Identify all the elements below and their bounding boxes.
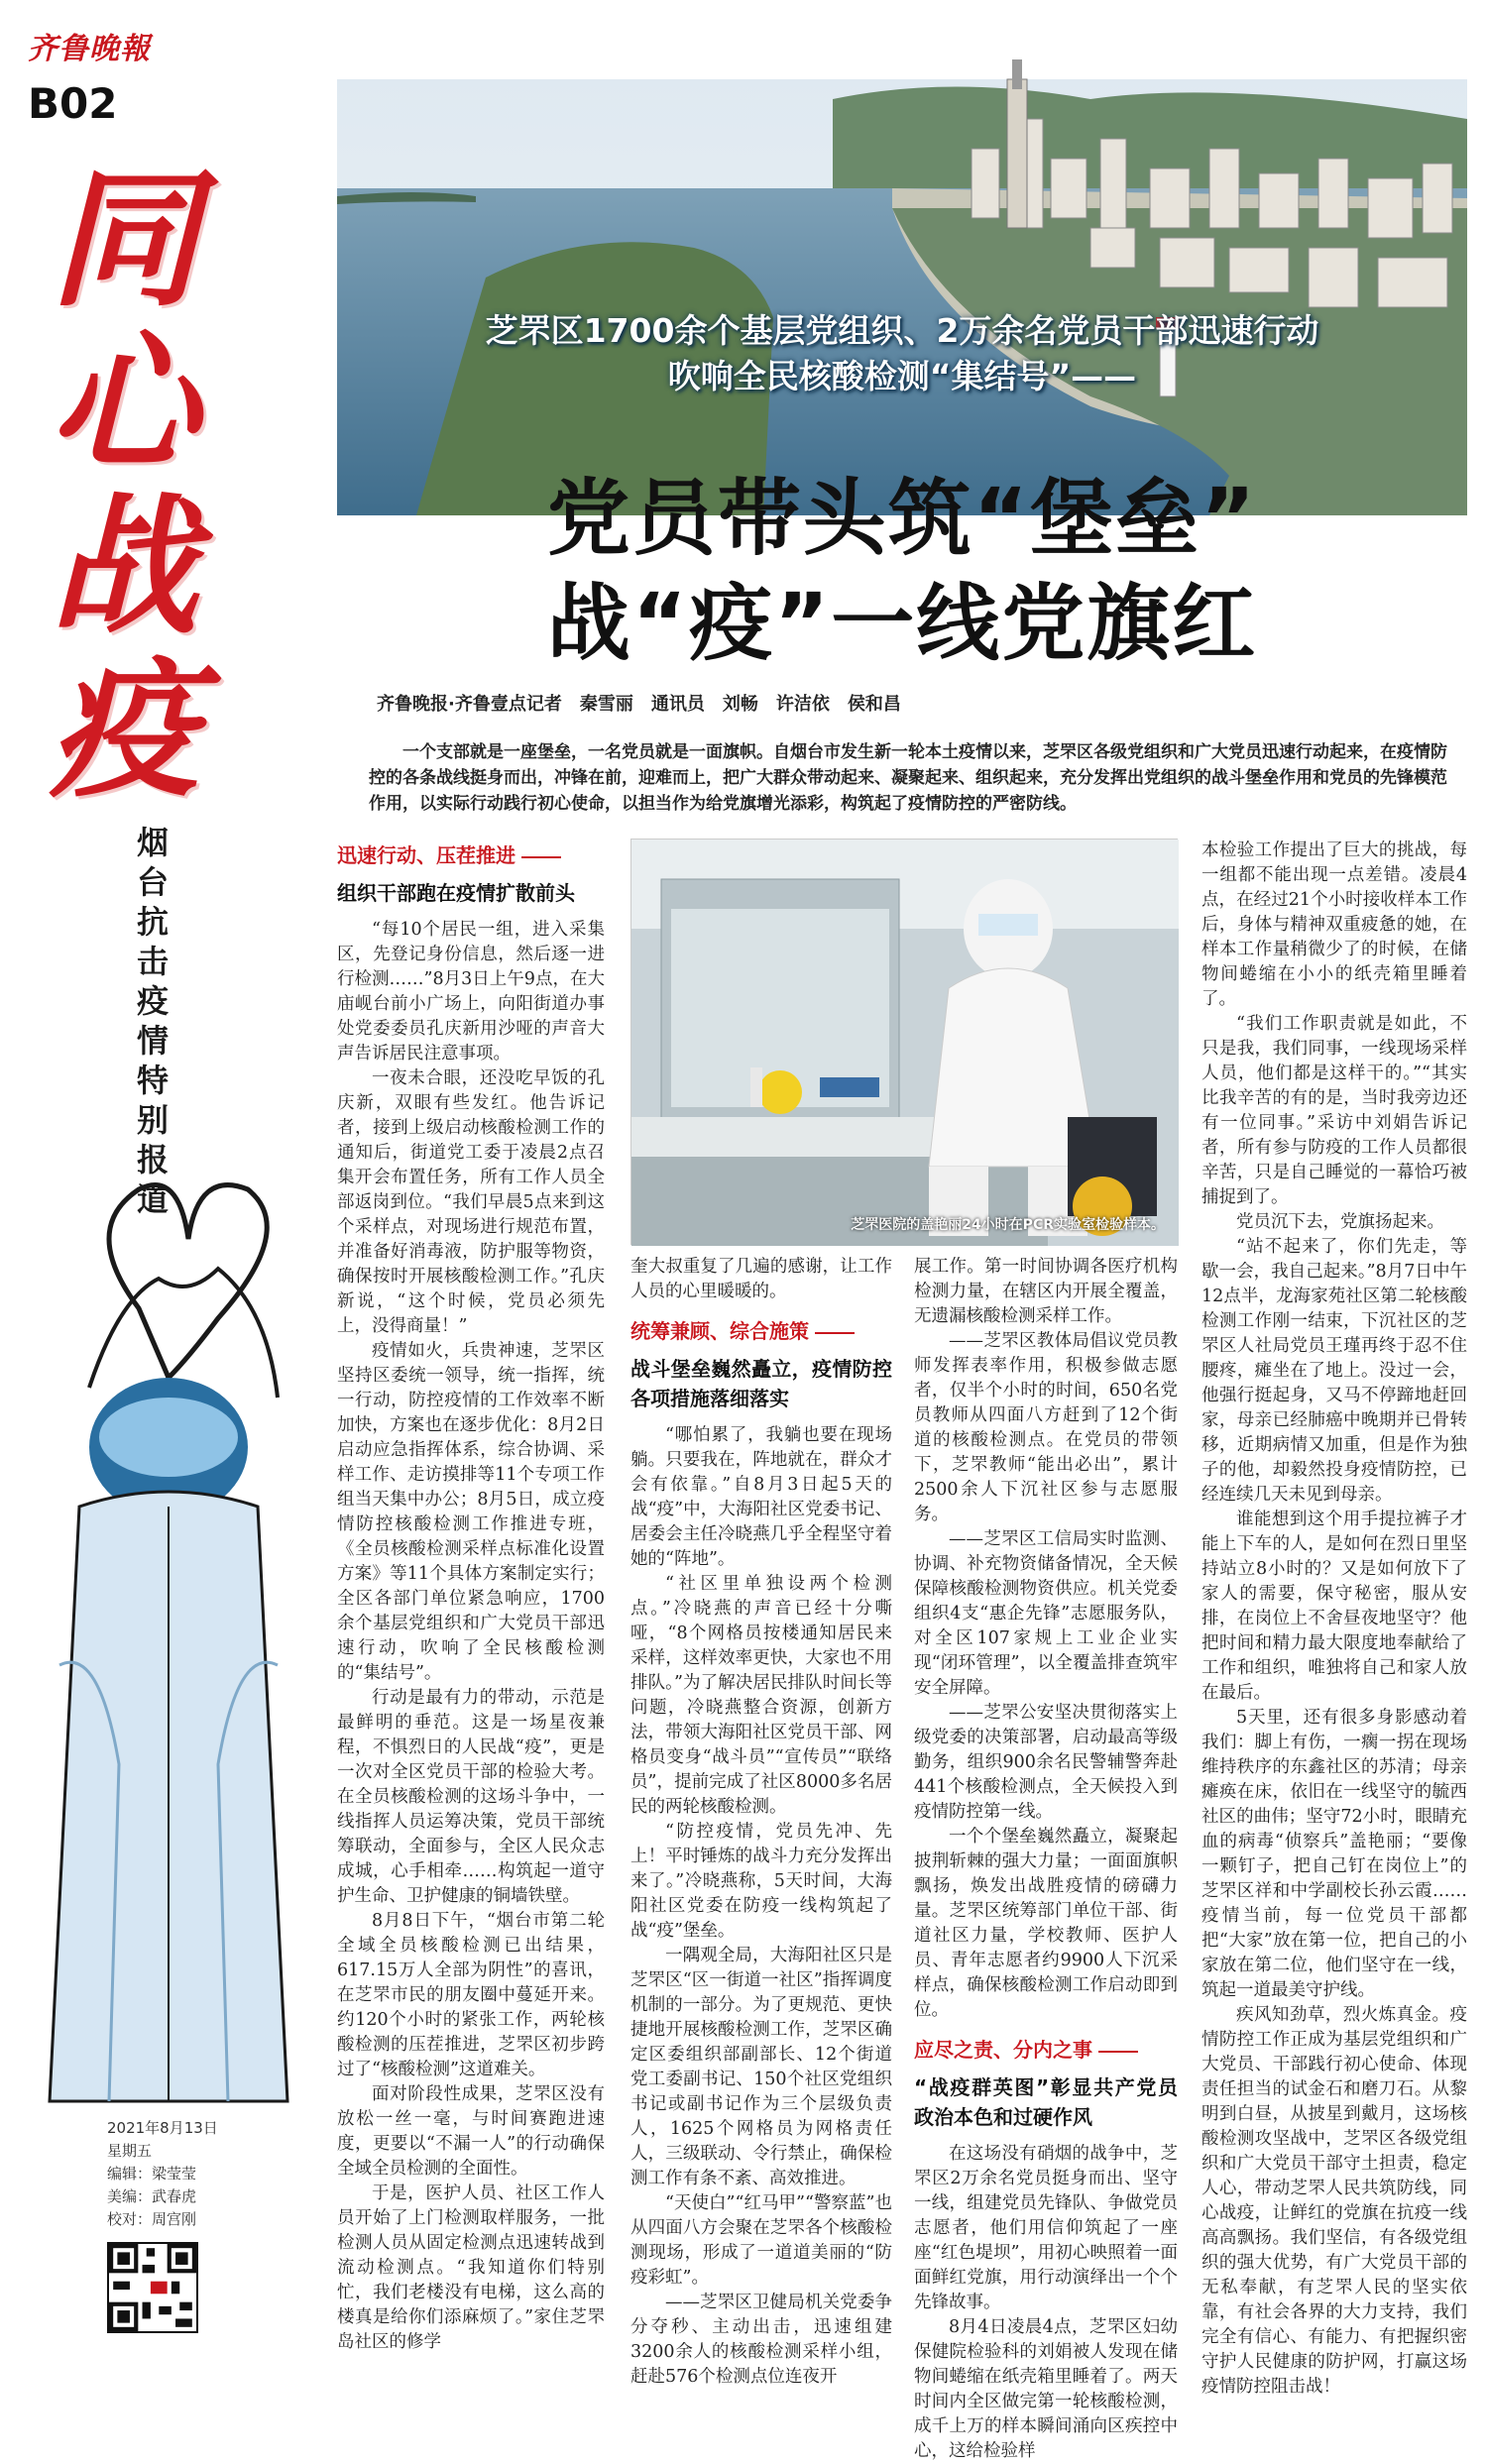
paragraph: 5天里，还有很多身影感动着我们：脚上有伤，一瘸一拐在现场维持秩序的东鑫社区的苏清；母亲瘫痪在床，依旧在一线坚守的毓西社区的曲伟；坚守72小时，眼睛充血的病毒“侦察兵”盖艳丽；“要像一颗钉子，把自己钉在岗位上”的芝罘区祥和中学副校长孙云霞……疫情当前，每一位党员干部都把“大家”放在第一位，把自己的小家放在第二位，他们坚守在一线，筑起一道最美守护线。 bbox=[1201, 1708, 1467, 2000]
dateline bbox=[107, 2117, 315, 2231]
city-skyline-image bbox=[337, 79, 1467, 515]
paragraph: “天使白”“红马甲”“警察蓝”也从四面八方会聚在芝罘各个核酸检测现场，形成了一道道美丽的“防疫彩虹”。 bbox=[630, 2193, 892, 2288]
headline-line-1: 党员带头筑“堡垒” bbox=[546, 470, 1258, 567]
paragraph: “我们工作职责就是如此，不只是我，我们同事，一线现场采样人员，他们都是这样干的。”“其实比我辛苦的有的是，当时我旁边还有一位同事。”采访中刘娟告诉记者，所有参与防疫的工作人员都很辛苦，只是自己睡觉的一幕恰巧被捕捉到了。 bbox=[1201, 1014, 1467, 1207]
paragraph: 本检验工作提出了巨大的挑战，每一组都不能出现一点差错。凌晨4点，在经过21个小时接收样本工作后，身体与精神双重疲惫的她，在样本工作量稍微少了的时候，在储物间蜷缩在小小的纸壳箱里睡着了。 bbox=[1201, 840, 1467, 1009]
paragraph: “防控疫情，党员先冲、先上！平时锤炼的战斗力充分发挥出来了。”冷晓燕称，5天时间，大海阳社区党委在防疫一线构筑起了战“疫”堡垒。 bbox=[630, 1822, 892, 1941]
newspaper-masthead: 齐鲁晚報 bbox=[28, 32, 151, 66]
section-title-char: 同 bbox=[50, 153, 199, 327]
photo-caption: 芝罘医院的盖艳丽24小时在PCR实验室检验样本。 bbox=[851, 1217, 1165, 1233]
hero-subheadline-2: 吹响全民核酸检测“集结号”—— bbox=[667, 357, 1137, 395]
lead-paragraph: 一个支部就是一座堡垒，一名党员就是一面旗帜。自烟台市发生新一轮本土疫情以来，芝罘区各级党组织和广大党员迅速行动起来，在疫情防控的各条战线挺身而出，冲锋在前，迎难而上，把广大群众带动起来、凝聚起来、组织起来，充分发挥出党组织的战斗堡垒作用和党员的先锋模范作用，以实际行动践行初心使命，以担当作为给党旗增光添彩，构筑起了疫情防控的严密防线。 bbox=[369, 742, 1447, 814]
publish-weekday: 星期五 bbox=[107, 2142, 153, 2160]
paragraph: 一隅观全局，大海阳社区只是芝罘区“区一街道一社区”指挥调度机制的一部分。为了更规范、更快捷地开展核酸检测工作，芝罘区确定区委组织部副部长、12个街道党工委副书记、150个社区党组织书记或副书记作为三个层级负责人，1625个网格员为网格责任人，三级联动、令行禁止，确保检测工作有条不紊、高效推进。 bbox=[630, 1946, 892, 2188]
section-title-char: 疫 bbox=[50, 643, 199, 818]
paragraph: 面对阶段性成果，芝罘区没有放松一丝一毫，与时间赛跑进速度，更要以“不漏一人”的行动确保全域全员检测的全面性。 bbox=[337, 2084, 605, 2179]
lab-photo bbox=[630, 839, 1178, 1245]
section-heading: 迅速行动、压茬推进 bbox=[337, 839, 605, 872]
byline: 齐鲁晚报·齐鲁壹点记者 秦雪丽 通讯员 刘畅 许洁依 侯和昌 bbox=[377, 694, 901, 715]
designer-credit: 美编：武春虎 bbox=[107, 2187, 197, 2205]
paragraph: 一夜未合眼，还没吃早饭的孔庆新，双眼有些发红。他告诉记者，接到上级启动核酸检测工作的通知后，街道党工委于凌晨2点召集开会布置任务，所有工作人员全部返岗到位。“我们早晨5点来到这个采样点，对现场进行规范布置，并准备好消毒液，防护服等物资，确保按时开展核酸检测工作。”孔庆新说，“这个时候，党员必须先上，没得商量！” bbox=[337, 1068, 605, 1336]
section-title bbox=[50, 153, 287, 818]
article-column-4 bbox=[1201, 839, 1467, 2400]
paragraph: 8月8日下午，“烟台市第二轮全域全员核酸检测已出结果，617.15万人全部为阴性”的喜讯，在芝罘市民的朋友圈中蔓延开来。约120个小时的紧张工作，两轮核酸检测的压茬推进，芝罘区初步跨过了“核酸检测”这道难关。 bbox=[337, 1911, 605, 2079]
article-column-2 bbox=[630, 1255, 892, 2390]
paragraph: 在这场没有硝烟的战争中，芝罘区2万余名党员挺身而出、坚守一线，组建党员先锋队、争做党员志愿者，他们用信仰筑起了一座座“红色堤坝”，用初心映照着一面面鲜红党旗，用行动演绎出一个个先锋故事。 bbox=[914, 2144, 1178, 2312]
paragraph: “每10个居民一组，进入采集区，先登记身份信息，然后逐一进行检测……”8月3日上午9点，在大庙岘台前小广场上，向阳街道办事处党委委员孔庆新用沙哑的声音大声告诉居民注意事项。 bbox=[337, 920, 605, 1064]
article-column-1 bbox=[337, 839, 605, 2355]
hero-subheadline-1: 芝罘区1700余个基层党组织、2万余名党员干部迅速行动 bbox=[485, 311, 1319, 350]
subheading: “战疫群英图”彰显共产党员政治本色和过硬作风 bbox=[914, 2075, 1178, 2129]
paragraph: 谁能想到这个用手提拉裤子才能上下车的人，是如何在烈日里坚持站立8小时的？又是如何放下了家人的需要，保守秘密，服从安排，在岗位上不舍昼夜地坚守？他把时间和精力最大限度地奉献给了工作和组织，唯独将自己和家人放在最后。 bbox=[1201, 1510, 1467, 1703]
paragraph: ——芝罘区教体局倡议党员教师发挥表率作用，积极参做志愿者，仅半个小时的时间，650名党员教师从四面八方赶到了12个街道的核酸检测点。在党员的带领下，芝罘教师“能出必出”，累计2500余人下沉社区参与志愿服务。 bbox=[914, 1331, 1178, 1524]
editor-credit: 编辑：梁莹莹 bbox=[107, 2165, 197, 2183]
paragraph: 一个个堡垒巍然矗立，凝聚起披荆斩棘的强大力量；一面面旗帜飘扬，焕发出战胜疫情的磅礴力量。芝罘区统筹部门单位干部、街道社区力量，学校教师、医护人员、青年志愿者约9900人下沉采样点，确保核酸检测工作启动即到位。 bbox=[914, 1827, 1178, 2020]
subheading: 组织干部跑在疫情扩散前头 bbox=[337, 881, 575, 905]
headline-line-2: 战“疫”一线党旗红 bbox=[546, 575, 1258, 672]
section-subtitle: 烟台抗击疫情特别报道 bbox=[137, 824, 170, 1218]
section-heading: 统筹兼顾、综合施策 bbox=[630, 1314, 892, 1348]
section-title-char: 战 bbox=[50, 480, 199, 654]
paragraph: ——芝罘公安坚决贯彻落实上级党委的决策部署，启动最高等级勤务，组织900余名民警辅警奔赴441个核酸检测点，全天候投入到疫情防控第一线。 bbox=[914, 1703, 1178, 1822]
paragraph: 于是，医护人员、社区工作人员开始了上门检测取样服务，一批检测人员从固定检测点迅速转战到流动检测点。“我知道你们特别忙，我们老楼没有电梯，这么高的楼真是给你们添麻烦了。”家住芝罘岛社区的修学 bbox=[337, 2184, 605, 2352]
paragraph: “哪怕累了，我躺也要在现场躺。只要我在，阵地就在，群众才会有依靠。”自8月3日起5天的战“疫”中，大海阳社区党委书记、居委会主任冷晓燕几乎全程坚守着她的“阵地”。 bbox=[630, 1425, 892, 1569]
medic-heart-illustration bbox=[20, 1150, 317, 2101]
section-title-char: 心 bbox=[50, 316, 199, 491]
subheading: 战斗堡垒巍然矗立，疫情防控各项措施落细落实 bbox=[630, 1357, 892, 1410]
headline bbox=[337, 466, 1467, 676]
section-heading: 应尽之责、分内之事 bbox=[914, 2033, 1178, 2067]
paragraph: ——芝罘区工信局实时监测、协调、补充物资储备情况，全天候保障核酸检测物资供应。机关党委组织4支“惠企先锋”志愿服务队，对全区107家规上工业企业实现“闭环管理”，以全覆盖排查筑牢安全屏障。 bbox=[914, 1529, 1178, 1698]
paragraph: 党员沉下去，党旗扬起来。 bbox=[1236, 1212, 1444, 1232]
proofreader-credit: 校对：周宫刚 bbox=[107, 2210, 197, 2228]
publish-date: 2021年8月13日 bbox=[107, 2119, 218, 2137]
qr-code[interactable] bbox=[107, 2242, 198, 2333]
paragraph: “社区里单独设两个检测点。”冷晓燕的声音已经十分嘶哑，“8个网格员按楼通知居民来采样，这样效率更快，大家也不用排队。”为了解决居民排队时间长等问题，冷晓燕整合资源，创新方法，带领大海阳社区党员干部、网格员变身“战斗员”“宣传员”“联络员”，提前完成了社区8000多名居民的两轮核酸检测。 bbox=[630, 1574, 892, 1817]
paragraph: 8月4日凌晨4点，芝罘区妇幼保健院检验科的刘娟被人发现在储物间蜷缩在纸壳箱里睡着了。两天时间内全区做完第一轮核酸检测，成千上万的样本瞬间涌向区疾控中心，这给检验样 bbox=[914, 2317, 1178, 2461]
paragraph: ——芝罘区卫健局机关党委争分夺秒、主动出击，迅速组建3200余人的核酸检测采样小组，赶赴576个检测点位连夜开 bbox=[630, 2293, 892, 2387]
paragraph: 行动是最有力的带动，示范是最鲜明的垂范。这是一场星夜兼程，不惧烈日的人民战“疫”，更是一次对全区党员干部的检验大考。在全员核酸检测的这场斗争中，一线指挥人员运筹决策，党员干部统筹联动，全面参与，全区人民众志成城，心手相牵……构筑起一道守护生命、卫护健康的铜墙铁壁。 bbox=[337, 1688, 605, 1906]
paragraph: “站不起来了，你们先走，等歇一会，我自己起来。”8月7日中午12点半，龙海家苑社区第二轮核酸检测工作刚一结束，下沉社区的芝罘区人社局党员王瑾再终于忍不住腰疼，瘫坐在了地上。没过一会，他强行挺起身，又马不停蹄地赶回家，母亲已经肺癌中晚期并已骨转移，近期病情又加重，但是作为独子的他，却毅然投身疫情防控，已经连续几天未见到母亲。 bbox=[1201, 1237, 1467, 1505]
hero-photo bbox=[337, 79, 1467, 515]
page-number: B02 bbox=[28, 79, 118, 128]
pcr-lab-image bbox=[631, 840, 1179, 1246]
paragraph: 展工作。第一时间协调各医疗机构检测力量，在辖区内开展全覆盖，无遗漏核酸检测采样工作。 bbox=[914, 1257, 1178, 1326]
paragraph: 疫情如火，兵贵神速，芝罘区坚持区委统一领导，统一指挥，统一行动，防控疫情的工作效率不断加快，方案也在逐步优化：8月2日启动应急指挥体系，综合协调、采样工作、走访摸排等11个专项工作组当天集中办公；8月5日，成立疫情防控核酸检测工作推进专班，《全员核酸检测采样点标准化设置方案》等11个具体方案制定实行；全区各部门单位紧急响应，1700余个基层党组织和广大党员干部迅速行动，吹响了全民核酸检测的“集结号”。 bbox=[337, 1341, 605, 1683]
paragraph: 疾风知劲草，烈火炼真金。疫情防控工作正成为基层党组织和广大党员、干部践行初心使命、体现责任担当的试金石和磨刀石。从黎明到白昼，从披星到戴月，这场核酸检测攻坚战中，芝罘区各级党组织和广大党员干部守土担责，稳定人心，带动芝罘人民共筑防线，同心战疫，让鲜红的党旗在抗疫一线高高飘扬。我们坚信，有各级党组织的强大优势，有广大党员干部的无私奉献，有芝罘人民的坚实依靠，有社会各界的大力支持，我们完全有信心、有能力、有把握织密守护人民健康的防护网，打赢这场疫情防控阻击战！ bbox=[1201, 2005, 1467, 2397]
paragraph: 奎大叔重复了几遍的感谢，让工作人员的心里暖暖的。 bbox=[630, 1257, 892, 1301]
article-column-3 bbox=[914, 1255, 1178, 2464]
